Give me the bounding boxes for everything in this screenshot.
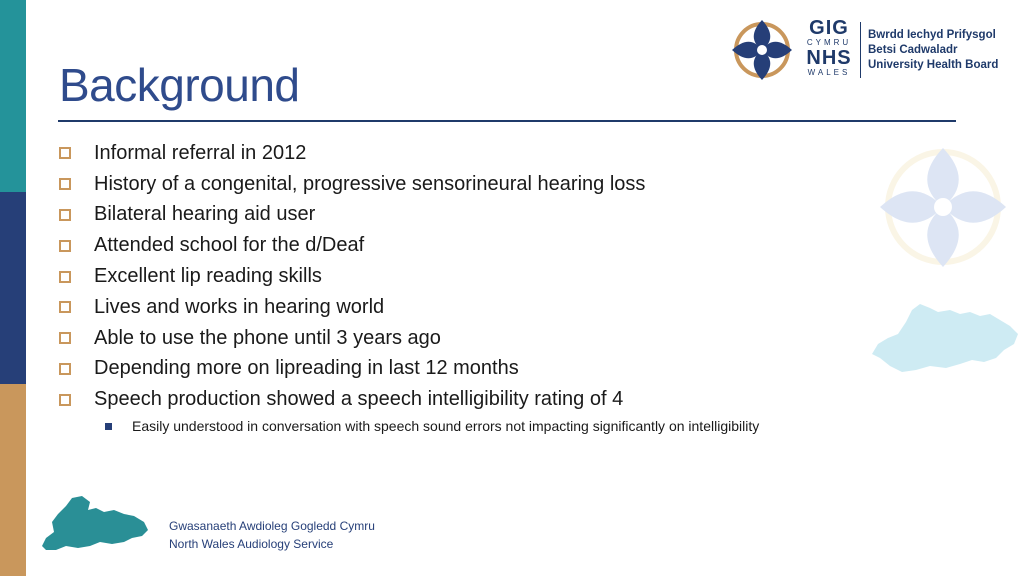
sub-bullet-item [58, 415, 938, 437]
left-bar-teal [0, 0, 26, 192]
filled-square-bullet-icon [105, 423, 112, 430]
board-line-3: University Health Board [868, 59, 999, 71]
bullet-item [58, 261, 938, 292]
bullet-text: Able to use the phone until 3 years ago [94, 326, 441, 349]
square-bullet-icon [59, 301, 71, 313]
footer-line-english: North Wales Audiology Service [169, 537, 334, 551]
bullet-item [58, 384, 938, 415]
square-bullet-icon [59, 147, 71, 159]
gig-cymru-nhs-wales-wordmark [803, 18, 855, 78]
logo-cymru-text: CYMRU [806, 38, 852, 47]
board-line-1: Bwrdd Iechyd Prifysgol [868, 29, 996, 41]
bullet-text: Informal referral in 2012 [94, 141, 307, 164]
square-bullet-icon [59, 332, 71, 344]
bullet-text: Lives and works in hearing world [94, 295, 385, 318]
nhs-wales-logo [725, 14, 1015, 86]
slide-title: Background [59, 59, 300, 111]
bullet-item [58, 138, 938, 169]
square-bullet-icon [59, 209, 71, 221]
square-bullet-icon [59, 271, 71, 283]
bullet-text: Depending more on lipreading in last 12 months [94, 357, 519, 380]
bullet-item [58, 169, 938, 200]
bullet-item [58, 230, 938, 261]
wales-map-icon [38, 494, 152, 552]
footer-line-welsh: Gwasanaeth Awdioleg Gogledd Cymru [169, 519, 375, 533]
bullet-item [58, 323, 938, 354]
logo-divider [860, 22, 861, 78]
square-bullet-icon [59, 240, 71, 252]
logo-wales-text: WALES [807, 68, 851, 77]
health-board-name [868, 28, 998, 73]
square-bullet-icon [59, 394, 71, 406]
left-bar-navy [0, 192, 26, 384]
footer-service-name [169, 517, 375, 553]
celtic-knot-icon [725, 14, 799, 86]
title-divider [58, 120, 956, 122]
bullet-text: History of a congenital, progressive sensorineural hearing loss [94, 172, 646, 195]
sub-bullet-text: Easily understood in conversation with speech sound errors not impacting significantly on intelligibility [132, 418, 760, 435]
bullet-text: Bilateral hearing aid user [94, 203, 316, 226]
bullet-text: Attended school for the d/Deaf [94, 234, 365, 257]
celtic-knot-watermark-icon [868, 140, 1018, 275]
logo-nhs-text: NHS [806, 47, 852, 69]
logo-gig-text: GIG [809, 17, 849, 39]
bullet-text: Speech production showed a speech intelligibility rating of 4 [94, 388, 624, 411]
bullet-list [58, 138, 938, 437]
board-line-2: Betsi Cadwaladr [868, 44, 958, 56]
bullet-text: Excellent lip reading skills [94, 265, 322, 288]
square-bullet-icon [59, 178, 71, 190]
bullet-item [58, 354, 938, 385]
wales-map-watermark [868, 300, 1024, 380]
left-bar-tan [0, 384, 26, 576]
square-bullet-icon [59, 363, 71, 375]
bullet-item [58, 292, 938, 323]
bullet-item [58, 200, 938, 231]
